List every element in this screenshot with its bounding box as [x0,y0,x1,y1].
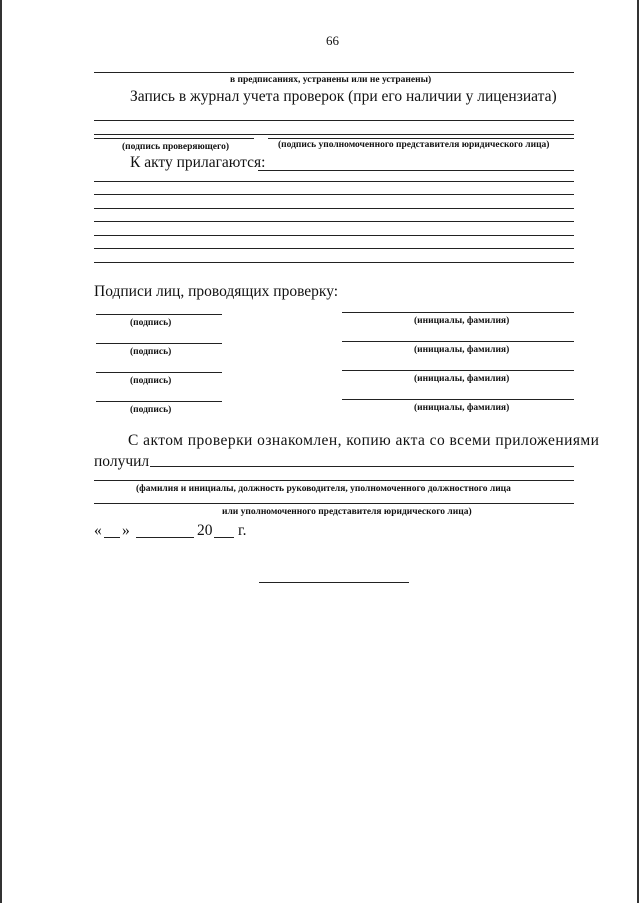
fio-caption: (фамилия и инициалы, должность руководителя, уполномоченного должностного лица [136,484,511,494]
journal-line-1 [94,120,574,121]
date-day-line [104,537,120,538]
attachments-line-5 [94,235,574,236]
signature-label: (подпись) [130,347,172,357]
attachments-line-2 [94,194,574,195]
page-number: 66 [326,33,339,48]
attachments-label: К акту прилагаются: [130,154,266,171]
fio-line [94,480,574,481]
signature-line [96,343,222,344]
representative-caption: или уполномоченного представителя юридического лица) [222,507,472,517]
signature-label: (подпись) [130,405,172,415]
signature-label: (подпись) [130,318,172,328]
acquainted-line-1: С актом проверки ознакомлен, копию акта со всеми приложениями [128,432,600,449]
attachments-inline-line [258,170,574,171]
signature-label: (подпись) [130,376,172,386]
date-close-quote: » [122,522,130,539]
signature-line [96,401,222,402]
name-label: (инициалы, фамилия) [414,345,510,355]
representative-signature-line [268,138,574,139]
date-year-prefix: 20 [197,522,213,539]
top-fill-line [94,72,574,73]
name-label: (инициалы, фамилия) [414,316,510,326]
name-line [342,399,574,400]
signature-line [96,372,222,373]
date-open-quote: « [94,522,102,539]
signature-line [96,314,222,315]
journal-line-2 [94,134,574,135]
representative-signature-label: (подпись уполномоченного представителя юридического лица) [278,140,550,150]
name-line [342,312,574,313]
scan-right-edge [637,0,639,903]
date-year-line [214,537,234,538]
attachments-line-1 [94,181,574,182]
received-fill-line [150,466,574,467]
name-label: (инициалы, фамилия) [414,403,510,413]
inspector-signature-label: (подпись проверяющего) [122,142,230,152]
attachments-line-7 [94,262,574,263]
date-year-suffix: г. [238,522,247,539]
acquainted-line-2: получил [94,453,150,470]
attachments-line-4 [94,221,574,222]
name-line [342,370,574,371]
scan-left-edge [0,0,2,903]
date-month-line [136,537,194,538]
signatures-heading: Подписи лиц, проводящих проверку: [94,283,339,300]
name-line [342,341,574,342]
attachments-line-3 [94,208,574,209]
representative-line [94,503,574,504]
top-caption: в предписаниях, устранены или не устранены) [230,75,432,85]
journal-entry-text: Запись в журнал учета проверок (при его наличии у лицензиата) [130,88,557,105]
inspector-signature-line [94,138,254,139]
closing-separator [259,582,409,583]
attachments-line-6 [94,248,574,249]
name-label: (инициалы, фамилия) [414,374,510,384]
